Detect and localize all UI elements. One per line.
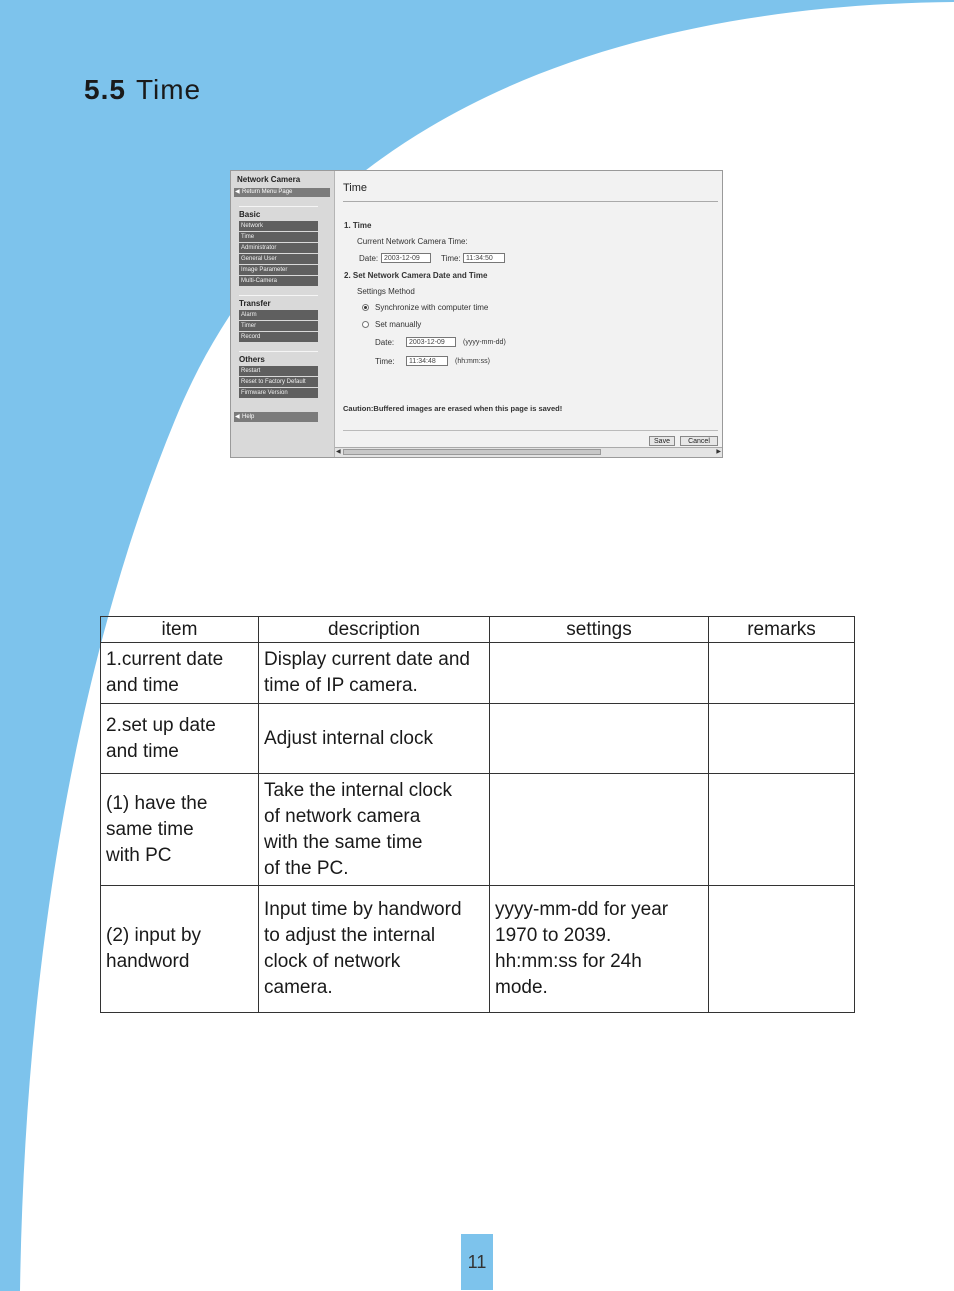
sidebar-item-time[interactable]: ▶ Time — [239, 232, 318, 242]
cell-item: 1.current date and time — [101, 643, 259, 704]
section-title-text: Time — [135, 74, 202, 105]
save-button[interactable]: Save — [649, 436, 675, 446]
sidebar-item-restart[interactable]: Restart — [239, 366, 318, 376]
camera-sidebar — [231, 171, 335, 457]
sync-option-label: Synchronize with computer time — [375, 303, 489, 312]
current-time-label: Current Network Camera Time: — [357, 237, 468, 246]
cell-description: Display current date and time of IP camera. — [259, 643, 490, 704]
header-description: description — [259, 617, 490, 643]
table-row — [101, 886, 855, 1013]
section-title — [84, 74, 201, 106]
sidebar-item-alarm[interactable]: Alarm — [239, 310, 318, 320]
sidebar-item-multi-camera[interactable]: Multi-Camera — [239, 276, 318, 286]
section-number: 5.5 — [84, 74, 126, 105]
manual-option-label: Set manually — [375, 320, 422, 329]
footer-divider — [343, 430, 718, 431]
table-header-row — [101, 617, 855, 643]
table-row — [101, 643, 855, 704]
cancel-button[interactable]: Cancel — [680, 436, 718, 446]
sidebar-item-administrator[interactable]: Administrator — [239, 243, 318, 253]
header-remarks: remarks — [709, 617, 855, 643]
group-title-others: Others — [239, 351, 318, 364]
sidebar-item-record[interactable]: Record — [239, 332, 318, 342]
cell-settings — [490, 774, 709, 886]
settings-method-label: Settings Method — [357, 287, 415, 296]
scroll-left-arrow-icon[interactable]: ◀ — [336, 449, 341, 455]
camera-ui-screenshot — [230, 170, 723, 458]
sidebar-header: Network Camera — [237, 175, 301, 184]
scroll-right-arrow-icon[interactable]: ▶ — [716, 449, 721, 455]
cell-item: 2.set up date and time — [101, 704, 259, 774]
cell-remarks — [709, 774, 855, 886]
cell-item: (2) input by handword — [101, 886, 259, 1013]
sidebar-item-factory-default[interactable]: Reset to Factory Default — [239, 377, 318, 387]
page-number: 11 — [461, 1234, 493, 1290]
table-row — [101, 774, 855, 886]
header-settings: settings — [490, 617, 709, 643]
settings-table — [100, 616, 855, 1013]
cell-remarks — [709, 643, 855, 704]
cell-description: Take the internal clock of network camera with the same time of the PC. — [259, 774, 490, 886]
caution-text: Caution:Buffered images are erased when this page is saved! — [343, 404, 563, 413]
header-item: item — [101, 617, 259, 643]
manual-time-input[interactable]: 11:34:48 — [406, 356, 448, 366]
table-row — [101, 704, 855, 774]
sidebar-item-timer[interactable]: Timer — [239, 321, 318, 331]
cell-description: Adjust internal clock — [259, 704, 490, 774]
horizontal-scrollbar[interactable] — [335, 447, 722, 457]
radio-set-manually[interactable] — [362, 321, 369, 328]
panel-divider — [343, 201, 718, 202]
manual-time-label: Time: — [375, 357, 395, 366]
cell-description: Input time by handword to adjust the internal clock of network camera. — [259, 886, 490, 1013]
current-time-field: 11:34:50 — [463, 253, 505, 263]
help-link[interactable]: ◀ Help — [234, 412, 318, 422]
radio-sync-pc[interactable] — [362, 304, 369, 311]
return-menu-link[interactable]: ◀ Return Menu Page — [234, 188, 330, 197]
sidebar-item-network[interactable]: Network — [239, 221, 318, 231]
cell-settings — [490, 704, 709, 774]
group-title-basic: Basic — [239, 206, 318, 219]
cell-settings — [490, 643, 709, 704]
scroll-thumb[interactable] — [343, 449, 601, 455]
cell-settings: yyyy-mm-dd for year 1970 to 2039. hh:mm:ss for 24h mode. — [490, 886, 709, 1013]
group-title-transfer: Transfer — [239, 295, 318, 308]
cell-remarks — [709, 886, 855, 1013]
manual-date-label: Date: — [375, 338, 395, 347]
sidebar-item-general-user[interactable]: General User — [239, 254, 318, 264]
manual-date-input[interactable]: 2003-12-09 — [406, 337, 456, 347]
time-format-hint: (hh:mm:ss) — [455, 358, 490, 365]
cell-item: (1) have the same time with PC — [101, 774, 259, 886]
sidebar-item-image-parameter[interactable]: Image Parameter — [239, 265, 318, 275]
date-format-hint: (yyyy-mm-dd) — [463, 339, 506, 346]
time-label: Time: — [441, 254, 461, 263]
panel-title: Time — [343, 182, 368, 194]
section-2-heading: 2. Set Network Camera Date and Time — [344, 271, 488, 280]
cell-remarks — [709, 704, 855, 774]
camera-main-panel — [335, 171, 722, 457]
section-1-heading: 1. Time — [344, 221, 372, 230]
date-label: Date: — [359, 254, 379, 263]
current-date-field: 2003-12-09 — [381, 253, 431, 263]
sidebar-item-firmware-version[interactable]: Firmware Version — [239, 388, 318, 398]
